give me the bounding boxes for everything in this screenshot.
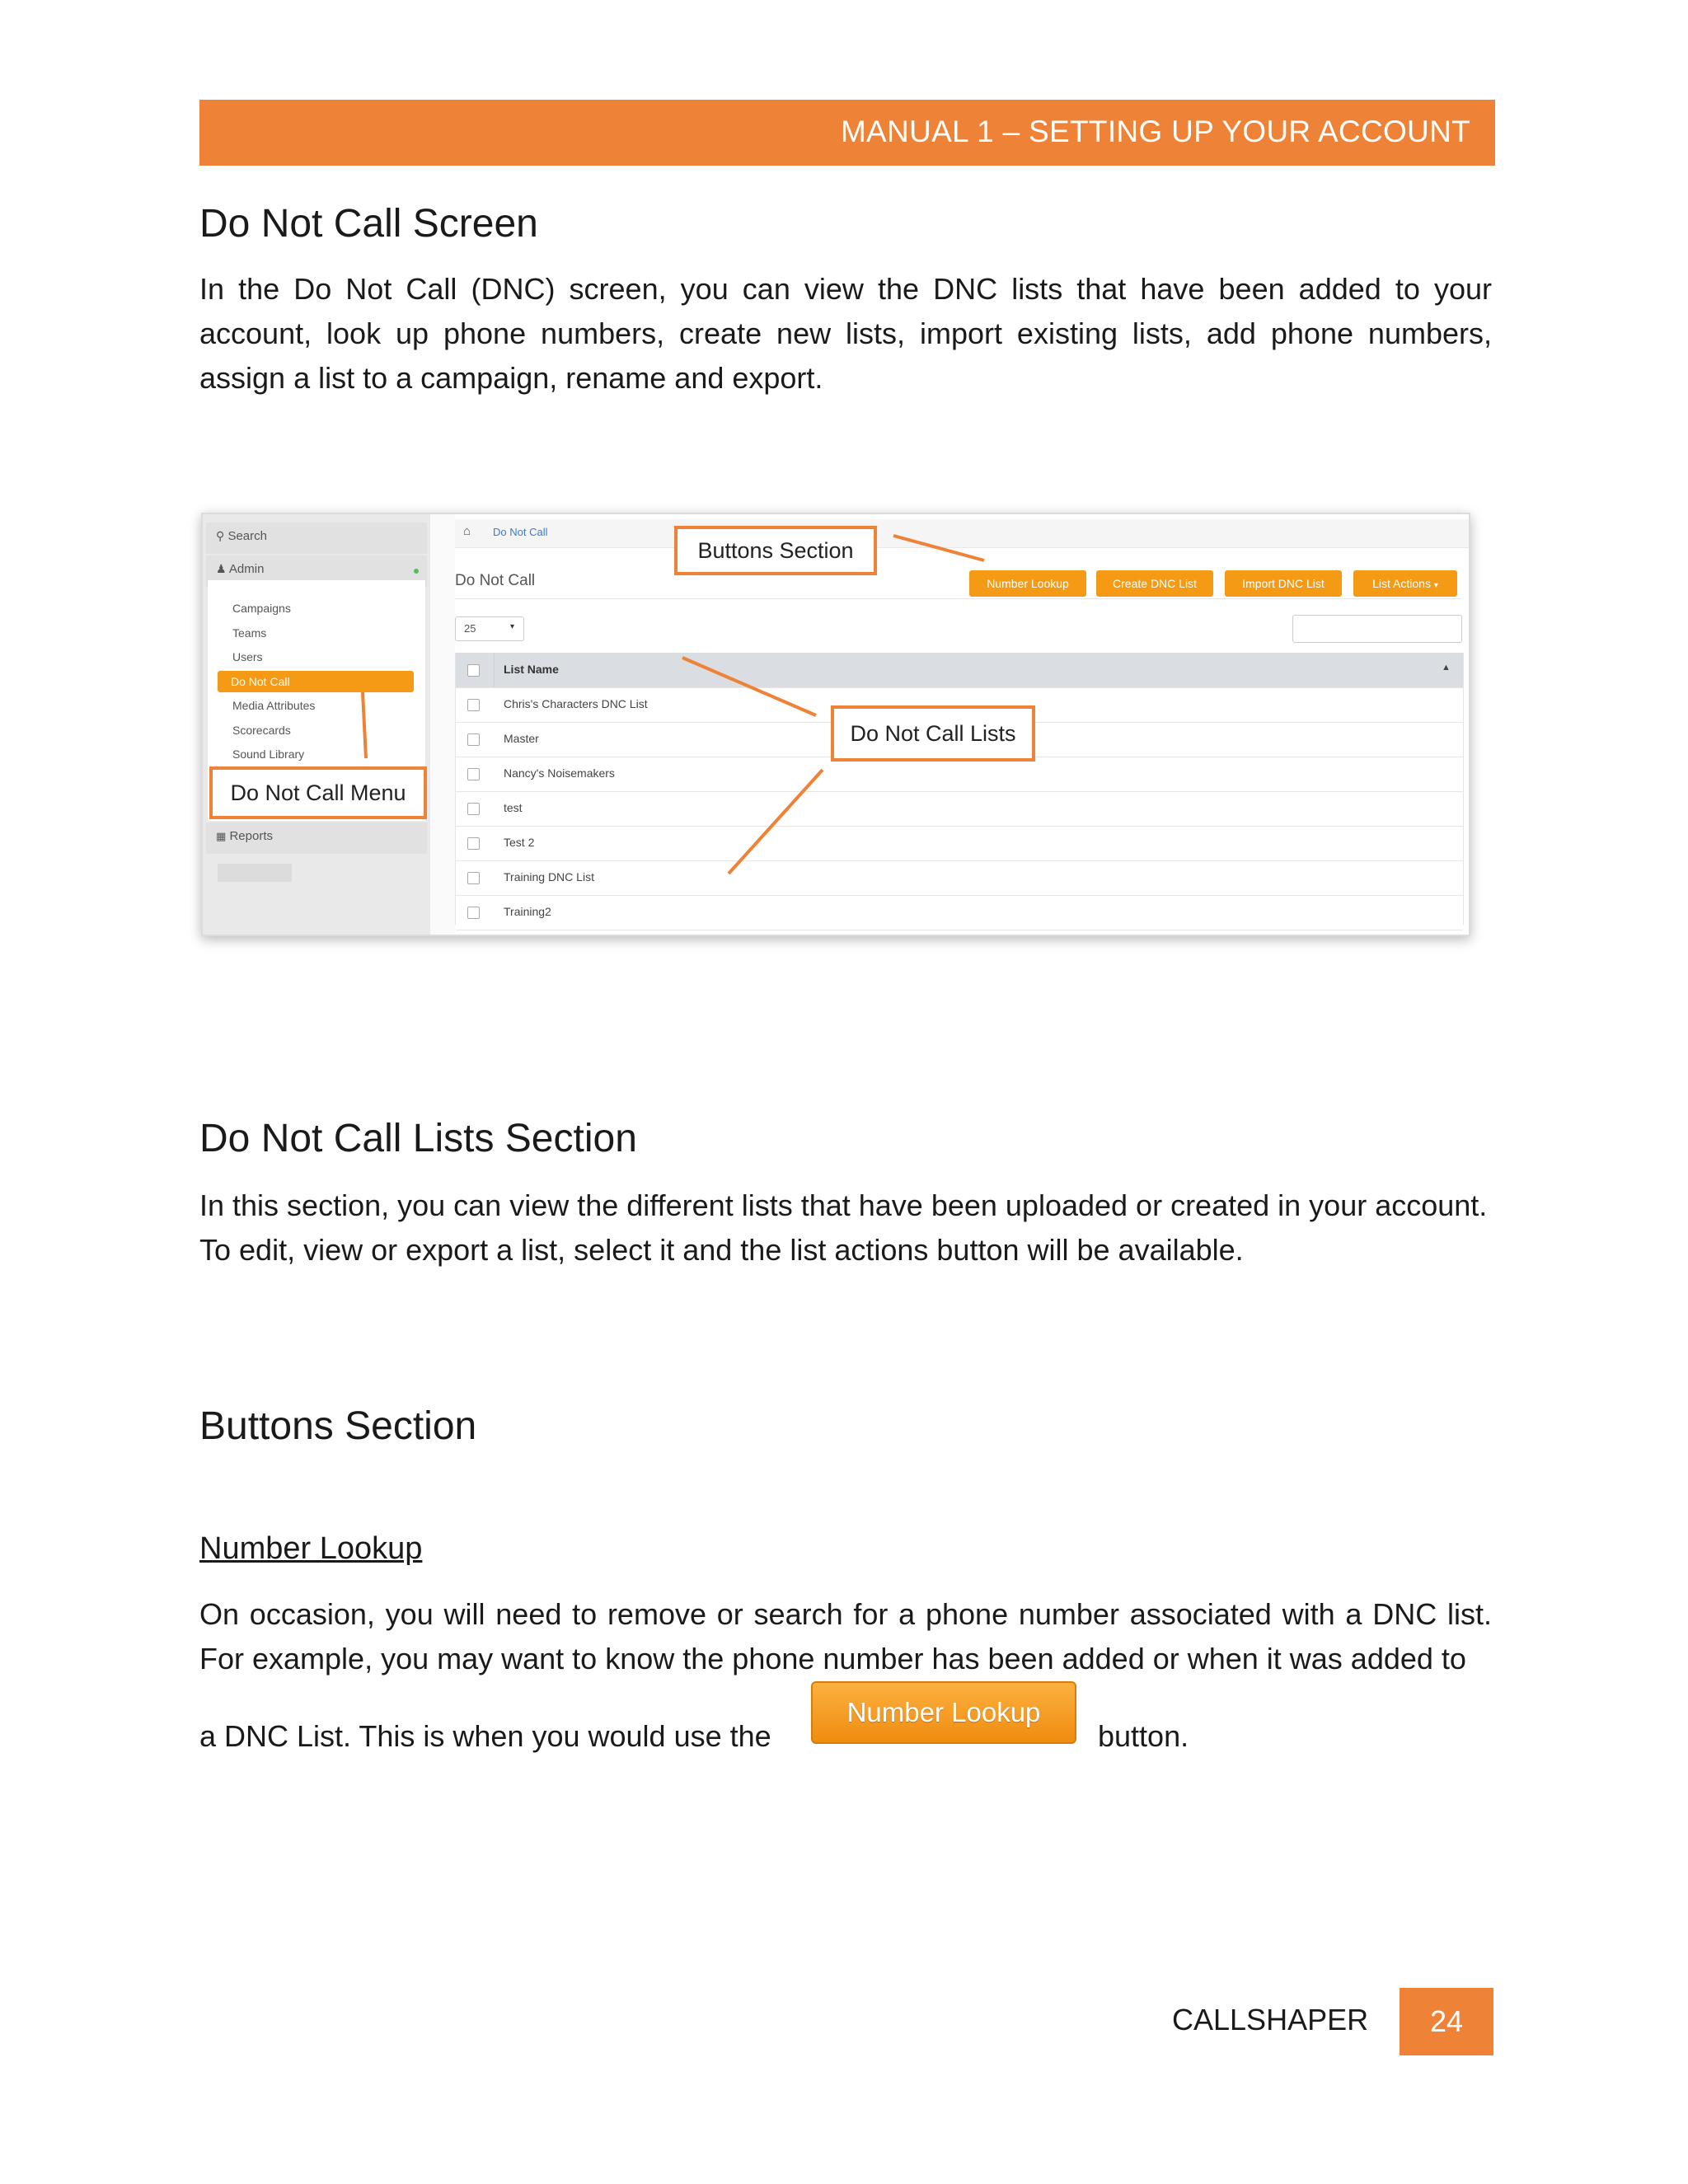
para-number-lookup: On occasion, you will need to remove or search for a phone number associated with a DNC list. For example, you may want to know the phone number has been added or when it was added to bbox=[199, 1597, 1492, 1675]
page-number: 24 bbox=[1400, 1988, 1493, 2055]
heading-dnc-lists: Do Not Call Lists Section bbox=[199, 1117, 637, 1160]
sidebar-item-sound-library[interactable]: Sound Library bbox=[232, 748, 305, 761]
caret-down-icon: ▾ bbox=[1433, 581, 1438, 590]
manual-title: MANUAL 1 – SETTING UP YOUR ACCOUNT bbox=[840, 115, 1470, 148]
number-lookup-button[interactable]: Number Lookup bbox=[969, 570, 1086, 597]
header-band bbox=[199, 100, 1495, 166]
number-lookup-button-image: Number Lookup bbox=[811, 1681, 1076, 1744]
search-icon: ⚲ bbox=[216, 529, 225, 542]
list-name: Training2 bbox=[504, 905, 551, 918]
create-dnc-list-button[interactable]: Create DNC List bbox=[1096, 570, 1213, 597]
sidebar-item-do-not-call[interactable]: Do Not Call bbox=[218, 671, 414, 692]
subheading-number-lookup: Number Lookup bbox=[199, 1531, 423, 1566]
caret-down-icon: ▾ bbox=[510, 622, 515, 631]
footer-brand: CALLSHAPER bbox=[1172, 2003, 1369, 2036]
leader-line-lists-upper bbox=[682, 658, 816, 715]
sidebar-item-scorecards[interactable]: Scorecards bbox=[232, 724, 291, 737]
page-title: Do Not Call bbox=[455, 572, 536, 589]
callout-dnc-lists: Do Not Call Lists bbox=[831, 705, 1035, 762]
import-dnc-list-button[interactable]: Import DNC List bbox=[1225, 570, 1342, 597]
heading-buttons-section: Buttons Section bbox=[199, 1404, 477, 1448]
sidebar-item-users[interactable]: Users bbox=[232, 650, 263, 663]
heading-dnc-screen: Do Not Call Screen bbox=[199, 202, 538, 246]
leader-line-buttons bbox=[893, 536, 984, 560]
leader-line-menu bbox=[363, 692, 366, 758]
sidebar-item-media-attributes[interactable]: Media Attributes bbox=[232, 699, 316, 712]
sidebar-reports[interactable]: ▦ Reports bbox=[216, 829, 273, 843]
list-name: Test 2 bbox=[504, 836, 535, 849]
grid-icon: ▦ bbox=[216, 830, 227, 842]
breadcrumb[interactable]: Do Not Call bbox=[493, 526, 548, 538]
para-dnc-screen: In the Do Not Call (DNC) screen, you can view the DNC lists that have been added to your account, look up phone numbers, create new lists, import existing lists, add phone numbers, assign a list to a campaign, rename and export. bbox=[199, 272, 1492, 395]
para-dnc-lists: In this section, you can view the different lists that have been uploaded or created in your account. To edit, view or export a list, select it and the list actions button will be available. bbox=[199, 1188, 1488, 1267]
para-number-lookup-before: a DNC List. This is when you would use the bbox=[199, 1719, 771, 1753]
home-icon[interactable]: ⌂ bbox=[463, 524, 471, 538]
list-actions-button[interactable]: List Actions ▾ bbox=[1353, 570, 1457, 597]
leader-line-lists-lower bbox=[729, 770, 823, 874]
callout-dnc-menu: Do Not Call Menu bbox=[209, 766, 427, 819]
dnc-screenshot bbox=[201, 513, 1470, 936]
sidebar-item-teams[interactable]: Teams bbox=[232, 626, 267, 640]
list-name: Training DNC List bbox=[504, 870, 594, 883]
sort-up-icon[interactable]: ▲ bbox=[1442, 663, 1451, 673]
list-name: Master bbox=[504, 732, 539, 745]
list-name: test bbox=[504, 801, 523, 814]
column-header-list-name[interactable]: List Name bbox=[504, 663, 559, 676]
page-size-select[interactable]: 25 ▾ bbox=[455, 616, 524, 641]
sidebar-search[interactable]: ⚲ Search bbox=[216, 529, 267, 543]
para-number-lookup-after: button. bbox=[1098, 1719, 1189, 1753]
callout-buttons-section: Buttons Section bbox=[674, 526, 877, 575]
user-icon: ♟ bbox=[216, 562, 227, 575]
sidebar-admin[interactable]: ♟ Admin bbox=[216, 562, 265, 576]
sidebar-item-campaigns[interactable]: Campaigns bbox=[232, 602, 291, 615]
list-name: Nancy's Noisemakers bbox=[504, 766, 615, 780]
list-name: Chris's Characters DNC List bbox=[504, 697, 648, 710]
